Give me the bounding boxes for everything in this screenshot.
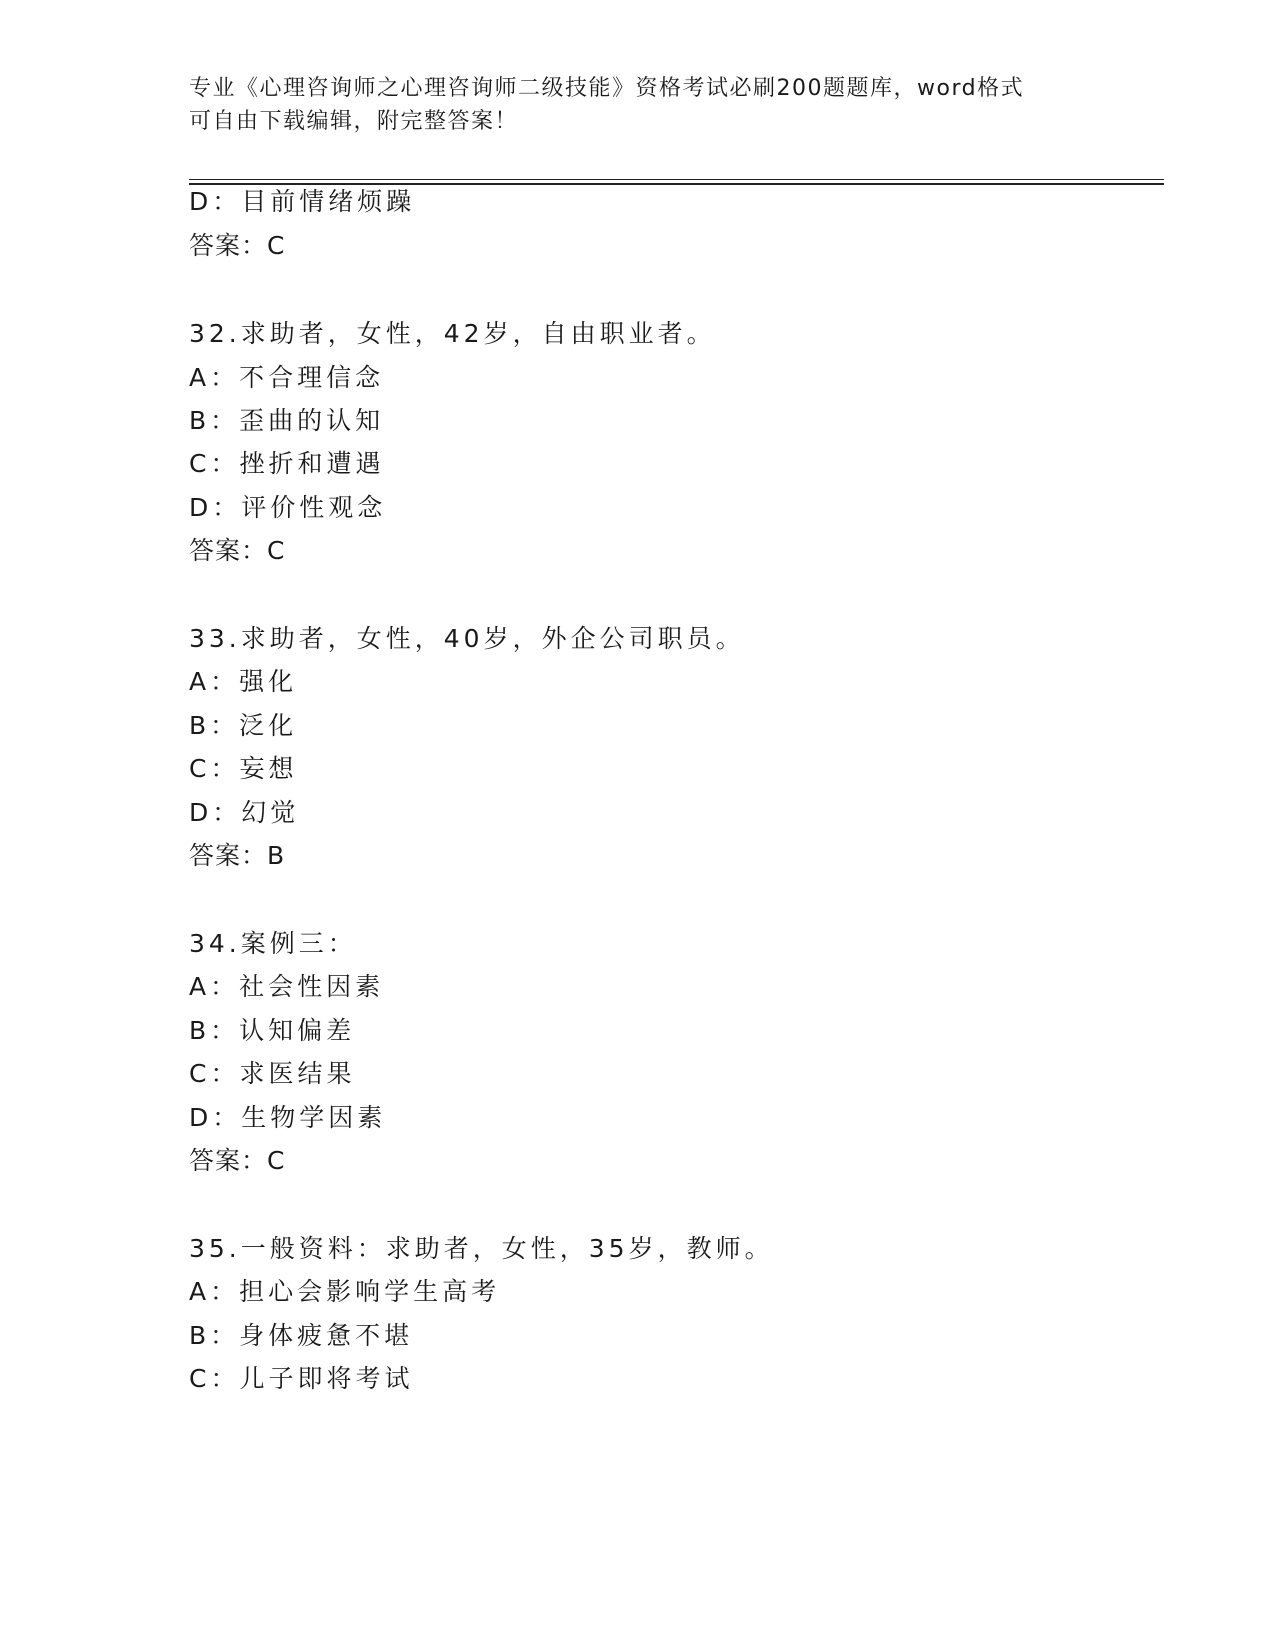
q34-stem: 34.案例三： <box>189 929 357 958</box>
q33-option-a: A：强化 <box>189 667 298 696</box>
header-title-line-2: 可自由下载编辑，附完整答案！ <box>189 109 519 134</box>
q34-option-c: C：求医结果 <box>189 1059 356 1088</box>
q35-option-b: B：身体疲惫不堪 <box>189 1321 414 1350</box>
q32-option-c: C：挫折和遭遇 <box>189 449 385 478</box>
q32-option-b: B：歪曲的认知 <box>189 406 385 435</box>
q33-option-b: B：泛化 <box>189 711 298 740</box>
header-divider-thin <box>189 179 1164 180</box>
q34-answer: 答案：C <box>189 1146 286 1175</box>
q31-option-d: D：目前情绪烦躁 <box>189 187 416 216</box>
q34-option-d: D：生物学因素 <box>189 1103 387 1132</box>
q34-option-a: A：社会性因素 <box>189 972 385 1001</box>
q35-option-c: C：儿子即将考试 <box>189 1364 414 1393</box>
q31-answer: 答案：C <box>189 231 286 260</box>
q32-stem: 32.求助者，女性，42岁，自由职业者。 <box>189 319 716 348</box>
q33-option-c: C：妄想 <box>189 754 298 783</box>
header-title-line-1: 专业《心理咨询师之心理咨询师二级技能》资格考试必刷200题题库，word格式 <box>189 76 1025 101</box>
q32-answer: 答案：C <box>189 536 286 565</box>
q33-stem: 33.求助者，女性，40岁，外企公司职员。 <box>189 624 745 653</box>
q35-option-a: A：担心会影响学生高考 <box>189 1277 501 1306</box>
q32-option-d: D：评价性观念 <box>189 493 387 522</box>
q33-answer: 答案：B <box>189 841 286 870</box>
q32-option-a: A：不合理信念 <box>189 363 385 392</box>
document-header <box>189 72 1089 138</box>
q33-option-d: D：幻觉 <box>189 798 300 827</box>
q34-option-b: B：认知偏差 <box>189 1016 356 1045</box>
q35-stem: 35.一般资料：求助者，女性，35岁，教师。 <box>189 1234 774 1263</box>
